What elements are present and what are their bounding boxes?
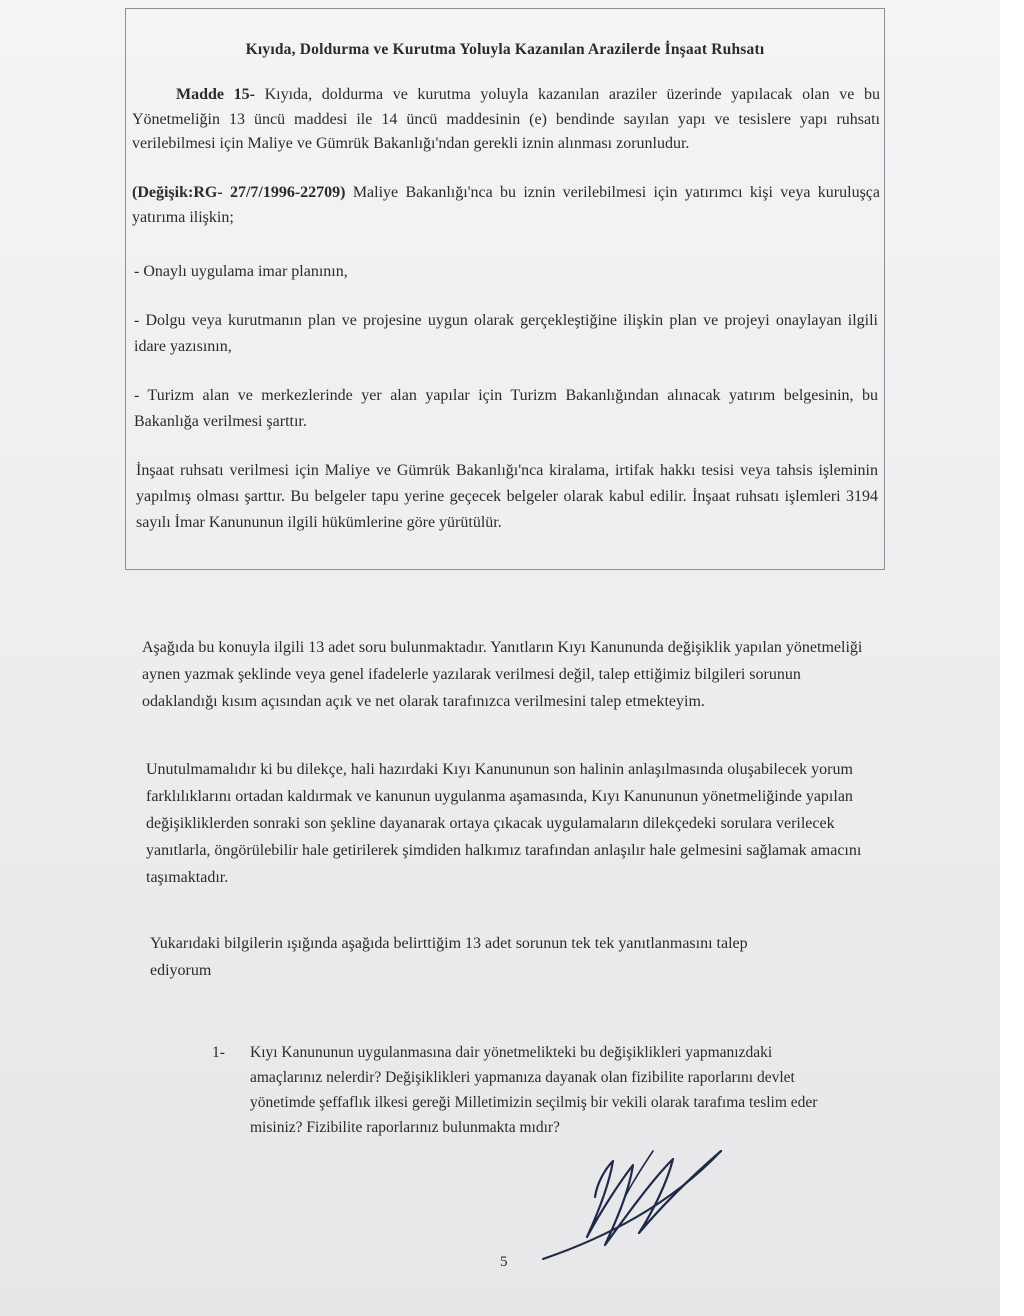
article-text: Kıyıda, doldurma ve kurutma yoluyla kazanılan araziler üzerinde yapılacak olan ve bu Yönetmeliğin 13 üncü maddesi ile 14 üncü maddesinin (e) bendinde sayılan yapı ve tesislere yapı ruhsatı verilebilmesi için Maliye ve Gümrük Bakanlığı'ndan gerekli iznin alınması zorunludur.	[132, 86, 880, 152]
scan-margin	[1000, 0, 1024, 1316]
body-paragraph-3: Yukarıdaki bilgilerin ışığında aşağıda belirttiğim 13 adet sorunun tek tek yanıtlanmasını talep ediyorum	[150, 935, 748, 979]
amendment-text: Maliye Bakanlığı'nca bu iznin verilebilmesi için yatırımcı kişi veya kuruluşça yatırıma ilişkin;	[132, 184, 881, 226]
closing-paragraph: İnşaat ruhsatı verilmesi için Maliye ve Gümrük Bakanlığı'nca kiralama, irtifak hakkı tesisi veya tahsis işleminin yapılmış olması şarttır. Bu belgeler tapu yerine geçecek belgeler olarak kabul edilir. İnşaat ruhsatı işlemleri 3194 sayılı İmar Kanununun ilgili hükümlerine göre yürütülür.	[136, 462, 878, 531]
question-text: Kıyı Kanununun uygulanmasına dair yönetmelikteki bu değişiklikleri yapmanızdaki amaçlarınız nelerdir? Değişiklikleri yapmanıza dayanak olan fizibilite raporlarını devlet yönetimde şeffaflık ilkesi gereği Milletimizin seçilmiş bir vekili olarak tarafıma teslim eder misiniz? Fizibilite raporlarınız bulunmakta mıdır?	[250, 1044, 818, 1136]
amendment-reference: (Değişik:RG- 27/7/1996-22709)	[132, 184, 346, 201]
requirement-item-2: - Dolgu veya kurutmanın plan ve projesine uygun olarak gerçekleştiğine ilişkin plan ve projeyi onaylayan ilgili idare yazısının,	[134, 312, 878, 355]
question-number: 1-	[212, 1044, 225, 1061]
amendment-paragraph	[132, 181, 880, 230]
body-paragraph-1: Aşağıda bu konuyla ilgili 13 adet soru bulunmaktadır. Yanıtların Kıyı Kanununda değişiklik yapılan yönetmeliği aynen yazmak şeklinde veya genel ifadelerle yazılarak verilmesi değil, talep ettiğimiz bilgileri sorunun odaklandığı kısım açısından açık ve net olarak tarafınızca verilmesini talep etmekteyim.	[142, 639, 863, 710]
body-paragraph-2: Unutulmamalıdır ki bu dilekçe, hali hazırdaki Kıyı Kanununun son halinin anlaşılmasında oluşabilecek yorum farklılıklarını ortadan kaldırmak ve kanunun uygulanma aşamasında, Kıyı Kanununun yönetmeliğinde yapılan değişikliklerden sonraki son şekline dayanarak ortaya çıkacak uygulamaların dilekçedeki sorulara verilecek yanıtlarla, öngörülebilir hale getirilerek şimdiden halkımız tarafından anlaşılır hale gelmesini sağlamak amacını taşımaktadır.	[146, 761, 862, 886]
regulation-excerpt-box	[125, 8, 885, 570]
handwritten-signature	[535, 1125, 765, 1265]
article-title: Kıyıda, Doldurma ve Kurutma Yoluyla Kazanılan Arazilerde İnşaat Ruhsatı	[245, 41, 765, 58]
article-paragraph	[132, 83, 880, 157]
article-label: Madde 15-	[176, 86, 255, 103]
requirement-item-3: - Turizm alan ve merkezlerinde yer alan yapılar için Turizm Bakanlığından alınacak yatırım belgesinin, bu Bakanlığa verilmesi şarttır.	[134, 387, 878, 430]
requirement-item-1: - Onaylı uygulama imar planının,	[134, 263, 348, 280]
page-number: 5	[500, 1254, 508, 1270]
